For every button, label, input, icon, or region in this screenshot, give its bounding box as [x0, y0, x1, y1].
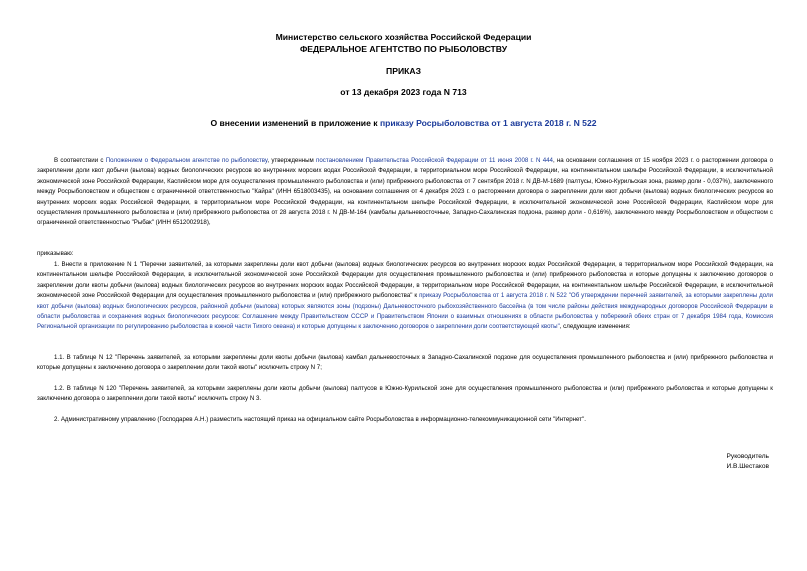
signature-name: И.В.Шестаков — [726, 463, 769, 470]
ministry-name: Министерство сельского хозяйства Российской Федерации — [275, 32, 532, 42]
regulation-link[interactable]: Положением о Федеральном агентстве по рыболовству — [105, 157, 268, 164]
item-1-paragraph — [37, 260, 773, 333]
item-1-text-2: , следующие изменения: — [559, 323, 631, 331]
preamble-text-2: , утвержденным — [267, 157, 317, 164]
preamble-paragraph — [37, 156, 773, 229]
document-type: ПРИКАЗ — [386, 66, 421, 76]
subject-link[interactable]: приказу Росрыболовства от 1 августа 2018 г. N 522 — [379, 118, 597, 128]
item-1-2-paragraph: 1.2. В таблице N 120 "Перечень заявителей, за которыми закреплены доли квоты добычи (вылова) палтусов в Южно-Курильской зоне для осуществления промышленного рыболовства и (или) прибрежного рыболовства и которые допущены к заключению договора о закреплении доли такой квоты" исключить строку N 3. — [37, 385, 773, 403]
agency-name: ФЕДЕРАЛЬНОЕ АГЕНТСТВО ПО РЫБОЛОВСТВУ — [299, 44, 508, 54]
subject-text: О внесении изменений в приложение к — [210, 118, 380, 128]
preamble-text-3: , на основании соглашения от 15 ноября 2023 г. о расторжении договора о закреплении доли квот добычи (вылова) водных биологических ресурсов во внутренних морских водах Российской Федерации, в территориальном море Российской Федерации, на континентальном шельфе Российской Федерации, в исключительной экономической зоне Российской Федерации, Каспийском море для осуществления промышленного рыболовства и (или) прибрежного рыболовства от 7 сентября 2018 г. N ДВ-М-1689 (палтусы, Южно-Курильская зона, размер доли - 0,037%), заключенного между Росрыболовством и обществом с ограниченной ответственностью "Кайра" (ИНН 6518003435), на основании соглашения от 4 декабря 2023 г. о расторжении договора о закреплении доли квот добычи (вылова) водных биологических ресурсов во внутренних морских водах Российской Федерации, в территориальном море Российской Федерации, на континентальном шельфе Российской Федерации, в исключительной экономической зоне Российской Федерации, Каспийском море для осуществления промышленного рыболовства и (или) прибрежного рыболовства от 28 августа 2018 г. N ДВ-М-164 (камбалы дальневосточные, Западно-Сахалинская подзона, размер доли - 0,616%), заключенного между Росрыболовством и обществом с ограниченной ответственностью "Рыбак" (ИНН 6512002918), — [37, 157, 773, 227]
government-decree-link[interactable]: постановлением Правительства Российской Федерации от 11 июня 2008 г. N 444 — [316, 157, 553, 164]
item-1-text-1: 1. Внести в приложение N 1 "Перечни заявителей, за которыми закреплены доли квот добычи (вылова) водных биологических ресурсов во внутренних морских водах Российской Федерации, в территориальном море Российской Федерации, на континентальном шельфе Российской Федерации, в исключительной экономической зоне Российской Федерации для осуществления промышленного рыболовства и (или) прибрежного рыболовства и которые допущены к заключению договоров о закреплении доли квоты добычи (вылова) водных биологических ресурсов во внутренних морских водах Российской Федерации, в территориальном море Российской Федерации, на континентальном шельфе Российской Федерации, в исключительной экономической зоне Российской Федерации для осуществления промышленного рыболовства и (или) прибрежного рыболовства" к — [37, 261, 773, 300]
item-2-paragraph: 2. Административному управлению (Господарев А.Н.) разместить настоящий приказ на официальном сайте Росрыболовства в информационно-телекоммуникационной сети "Интернет". — [54, 416, 586, 423]
order-522-link[interactable]: приказу Росрыболовства от 1 августа 2018 г. N 522 "Об утверждении перечней заявителей, за которыми закреплены доли квот добычи (вылова) водных биологических ресурсов, районной добычи (вылова) которых являются зоны (подзоны) Дальневосточного рыбохозяйственного бассейна (в том числе районы действия международных договоров Российской Федерации в области рыболовства и сохранения водных биологических ресурсов: Соглашение между Правительством СССР и Правительством Японии о взаимных отношениях в области рыболовства у побережий обеих стран от 7 декабря 1984 года, Комиссия Региональной организации по регулированию рыболовства в южной части Тихого океана) и которые допущены к заключению договоров о закреплении доли соответствующей квоты" — [37, 292, 773, 331]
preamble-text-1: В соответствии с — [54, 157, 106, 164]
document-subject — [0, 118, 807, 129]
signature-title: Руководитель — [726, 453, 769, 460]
item-1-1-paragraph: 1.1. В таблице N 12 "Перечень заявителей, за которыми закреплены доли квоты добычи (вылова) камбал дальневосточных в Западно-Сахалинской подзоне для осуществления промышленного рыболовства и (или) прибрежного рыболовства и которые допущены к заключению договора о закреплении доли такой квоты" исключить строку N 7; — [37, 354, 773, 372]
order-word: приказываю: — [37, 250, 74, 257]
document-date-number: от 13 декабря 2023 года N 713 — [340, 87, 467, 97]
